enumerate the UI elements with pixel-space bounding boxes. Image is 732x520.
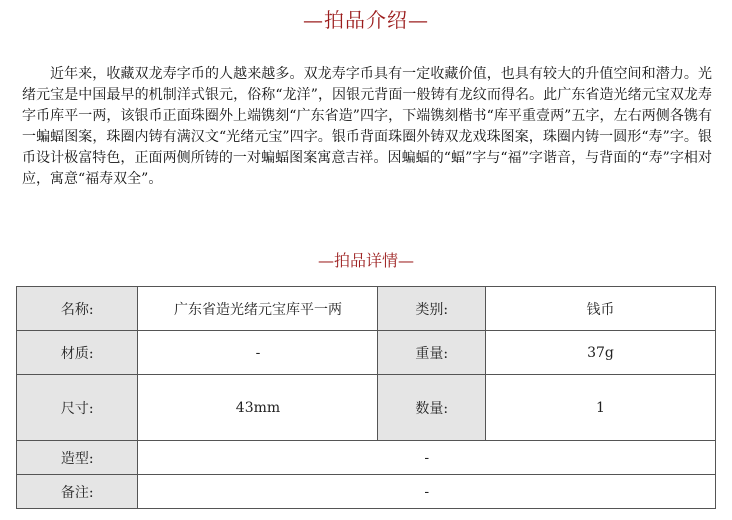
remarks-value: - (138, 475, 716, 509)
quantity-label: 数量: (378, 375, 486, 441)
material-label: 材质: (17, 331, 138, 375)
size-value: 43mm (138, 375, 378, 441)
remarks-label: 备注: (17, 475, 138, 509)
material-value: - (138, 331, 378, 375)
details-table (16, 286, 716, 509)
name-label: 名称: (17, 287, 138, 331)
details-title: —拍品详情— (317, 251, 414, 270)
table-row-material (17, 331, 716, 375)
table-row-name (17, 287, 716, 331)
table-row-remarks (17, 475, 716, 509)
shape-label: 造型: (17, 441, 138, 475)
intro-title: —拍品介绍— (303, 8, 429, 32)
weight-label: 重量: (378, 331, 486, 375)
category-value: 钱币 (486, 287, 716, 331)
intro-description (22, 64, 712, 190)
category-label: 类别: (378, 287, 486, 331)
shape-value: - (138, 441, 716, 475)
table-row-size (17, 375, 716, 441)
quantity-value: 1 (486, 375, 716, 441)
table-row-shape (17, 441, 716, 475)
weight-value: 37g (486, 331, 716, 375)
intro-paragraph: 近年来，收藏双龙寿字币的人越来越多。双龙寿字币具有一定收藏价值，也具有较大的升值空间和潜力。光绪元宝是中国最早的机制洋式银元，俗称“龙洋”，因银元背面一般铸有龙纹而得名。此广东省造光绪元宝双龙寿字币库平一两，该银币正面珠圈外上端镌刻“广东省造”四字，下端镌刻楷书“库平重壹两”五字，左右两侧各镌有一蝙蝠图案，珠圈内铸有满汉文“光绪元宝”四字。银币背面珠圈外铸双龙戏珠图案，珠圈内铸一圆形“寿”字。银币设计极富特色，正面两侧所铸的一对蝙蝠图案寓意吉祥。因蝙蝠的“蝠”字与“福”字谐音，与背面的“寿”字相对应，寓意“福寿双全”。 (22, 66, 712, 187)
name-value: 广东省造光绪元宝库平一两 (138, 287, 378, 331)
size-label: 尺寸: (17, 375, 138, 441)
